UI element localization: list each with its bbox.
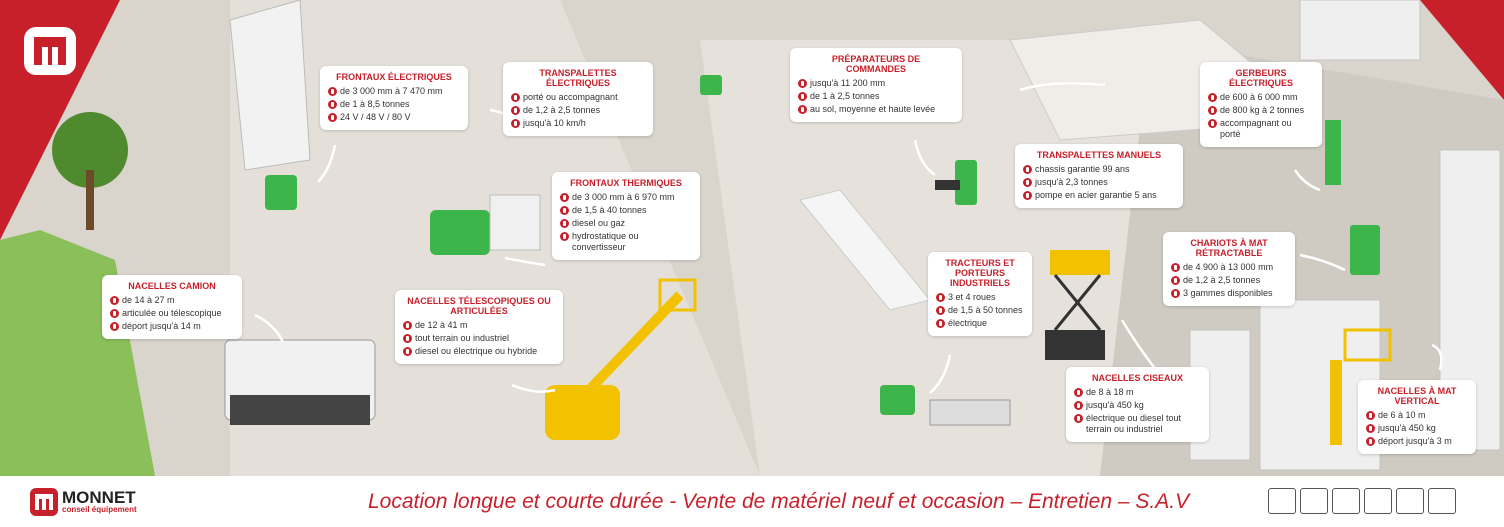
tree-trunk (86, 170, 94, 230)
energy-icon (1074, 414, 1083, 423)
spec-wheels: 3 et 4 roues (948, 292, 996, 302)
speed-icon (511, 119, 520, 128)
brand-logo-icon (30, 488, 58, 516)
spec-pump: pompe en acier garantie 5 ans (1035, 190, 1157, 200)
spec-height: de 600 à 6 000 mm (1220, 92, 1298, 102)
energy-icon (328, 113, 337, 122)
truck-trailer (230, 0, 310, 170)
card-title: NACELLES À MAT VERTICAL (1377, 386, 1457, 406)
footer (0, 476, 1504, 527)
spec-ranges: 3 gammes disponibles (1183, 288, 1273, 298)
card-nacelles-camion (102, 275, 242, 339)
spec-energy: électrique (948, 318, 988, 328)
card-title: GERBEURS ÉLECTRIQUES (1228, 68, 1293, 88)
machine-electric-forklift (265, 175, 297, 210)
height-icon (328, 87, 337, 96)
spec-fuel: diesel ou gaz (572, 218, 626, 228)
card-nacelles-mat-vertical (1358, 380, 1476, 454)
card-nacelles-telescopiques (395, 290, 563, 364)
truck-icon (1396, 488, 1424, 514)
spec-height: de 3 000 mm à 7 470 mm (340, 86, 443, 96)
card-title: NACELLES TÉLESCOPIQUES OU ARTICULÉES (407, 296, 551, 316)
card-title: TRANSPALETTES ÉLECTRIQUES (539, 68, 617, 88)
spec-height: de 3 000 mm à 6 970 mm (572, 192, 675, 202)
weight-icon (1208, 106, 1217, 115)
card-tracteurs-porteurs (928, 252, 1032, 336)
boom-icon (110, 309, 119, 318)
card-title: NACELLES CAMION (128, 281, 216, 291)
boom-lift-icon (1364, 488, 1392, 514)
card-frontaux-electriques (320, 66, 468, 130)
star-icon (1171, 289, 1180, 298)
spec-capacity: de 800 kg à 2 tonnes (1220, 105, 1305, 115)
machine-truck-platform (225, 340, 375, 425)
card-title: FRONTAUX THERMIQUES (570, 178, 682, 188)
card-title: FRONTAUX ÉLECTRIQUES (336, 72, 452, 82)
spec-transmission: hydrostatique ou convertisseur (572, 231, 639, 252)
fuel-pump-icon (1428, 488, 1456, 514)
operator-icon (1208, 119, 1217, 128)
terrain-icon (403, 334, 412, 343)
warranty-icon (1023, 165, 1032, 174)
card-title: NACELLES CISEAUX (1091, 373, 1183, 383)
energy-icon (936, 319, 945, 328)
spec-capacity: de 1,5 à 50 tonnes (948, 305, 1023, 315)
spec-height: de 14 à 27 m (122, 295, 175, 305)
spec-height: jusqu'à 11 200 mm (810, 78, 886, 88)
fuel-icon (560, 219, 569, 228)
machine-reach-truck (1350, 225, 1380, 275)
spec-height: de 4 900 à 13 000 mm (1183, 262, 1274, 272)
height-icon (403, 321, 412, 330)
weight-icon (1171, 276, 1180, 285)
card-chariots-mat-retractable (1163, 232, 1295, 306)
pump-icon (1023, 191, 1032, 200)
spec-terrain: tout terrain ou industriel (415, 333, 510, 343)
height-icon (1171, 263, 1180, 272)
height-icon (1208, 93, 1217, 102)
spec-capacity: jusqu'à 450 kg (1086, 400, 1144, 410)
spec-height: de 6 à 10 m (1378, 410, 1426, 420)
operator-icon (511, 93, 520, 102)
card-title: TRANSPALETTES MANUELS (1036, 150, 1162, 160)
spec-capacity: de 1,5 à 40 tonnes (572, 205, 647, 215)
weight-icon (511, 106, 520, 115)
red-corner-right (1420, 0, 1504, 100)
weight-icon (1074, 401, 1083, 410)
machine-stacker (1325, 120, 1341, 185)
lift-icon (798, 105, 807, 114)
energy-icon (403, 347, 412, 356)
spec-mode: porté ou accompagnant (523, 92, 618, 102)
machine-pallet-truck (700, 75, 722, 95)
weight-icon (936, 306, 945, 315)
spec-boom: articulée ou télescopique (122, 308, 222, 318)
brand-tagline: conseil équipement (62, 505, 137, 514)
card-title: TRACTEURS ET PORTEURS INDUSTRIELS (945, 258, 1015, 288)
grass-area (0, 230, 155, 476)
height-icon (1074, 388, 1083, 397)
card-transpalettes-manuels (1015, 144, 1183, 208)
weight-icon (1023, 178, 1032, 187)
weight-icon (1366, 424, 1375, 433)
wheel-icon (936, 293, 945, 302)
spec-capacity: de 1 à 2,5 tonnes (810, 91, 880, 101)
footer-tagline: Location longue et courte durée - Vente de matériel neuf et occasion – Entretien – S.A.V (368, 490, 1190, 513)
weight-icon (328, 100, 337, 109)
card-title: PRÉPARATEURS DE COMMANDES (831, 54, 921, 74)
pallet-truck-icon (1300, 488, 1328, 514)
outreach-icon (1366, 437, 1375, 446)
spec-chassis: chassis garantie 99 ans (1035, 164, 1130, 174)
card-title: CHARIOTS À MAT RÉTRACTABLE (1190, 238, 1268, 258)
spec-capacity: de 1 à 8,5 tonnes (340, 99, 410, 109)
spec-speed: jusqu'à 10 km/h (523, 118, 586, 128)
spec-energy: 24 V / 48 V / 80 V (340, 112, 411, 122)
card-preparateurs-de-commandes (790, 48, 962, 122)
weight-icon (798, 92, 807, 101)
transmission-icon (560, 232, 569, 241)
scissor-lift-icon (1332, 488, 1360, 514)
height-icon (110, 296, 119, 305)
spec-capacity: jusqu'à 2,3 tonnes (1035, 177, 1108, 187)
spec-height: de 12 à 41 m (415, 320, 468, 330)
forklift-icon (1268, 488, 1296, 514)
spec-capacity: de 1,2 à 2,5 tonnes (1183, 275, 1261, 285)
spec-capacity: jusqu'à 450 kg (1378, 423, 1436, 433)
spec-capacity: de 1,2 à 2,5 tonnes (523, 105, 601, 115)
spec-outreach: déport jusqu'à 14 m (122, 321, 201, 331)
height-icon (798, 79, 807, 88)
monnet-logo (24, 27, 76, 75)
spec-mode: accompagnant ou porté (1220, 118, 1292, 139)
height-icon (1366, 411, 1375, 420)
spec-energy: électrique ou diesel tout terrain ou industriel (1086, 413, 1182, 434)
spec-lift-level: au sol, moyenne et haute levée (810, 104, 936, 114)
card-gerbeurs-electriques (1200, 62, 1322, 147)
spec-energy: diesel ou électrique ou hybride (415, 346, 538, 356)
height-icon (560, 193, 569, 202)
card-nacelles-ciseaux (1066, 367, 1209, 442)
outreach-icon (110, 322, 119, 331)
brand-name: MONNET (62, 488, 136, 507)
card-frontaux-thermiques (552, 172, 700, 260)
spec-height: de 8 à 18 m (1086, 387, 1134, 397)
card-transpalettes-electriques (503, 62, 653, 136)
footer-brand (30, 488, 137, 516)
spec-outreach: déport jusqu'à 3 m (1378, 436, 1452, 446)
weight-icon (560, 206, 569, 215)
